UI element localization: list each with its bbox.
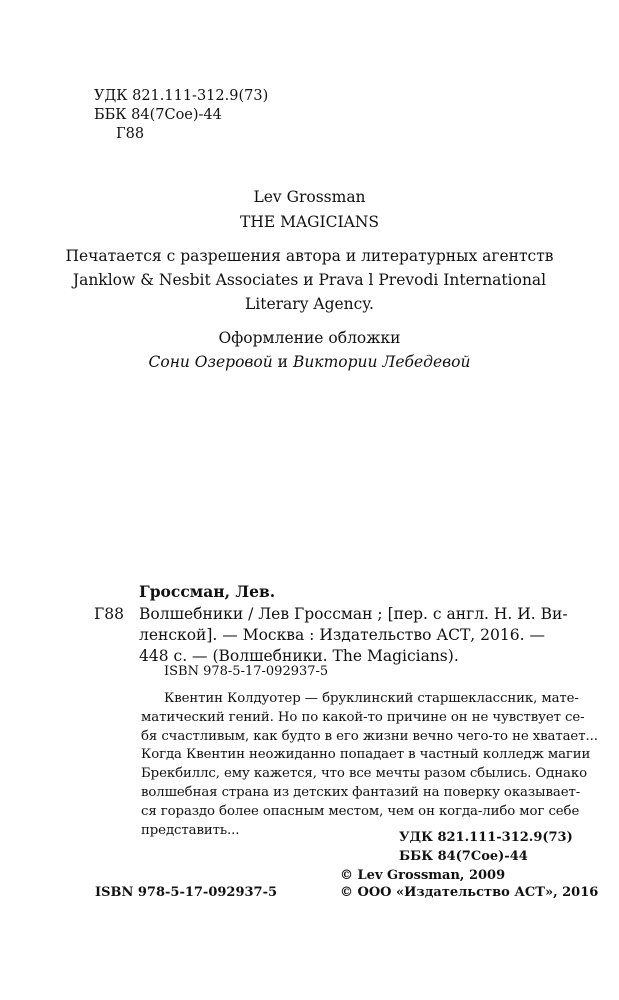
annotation-line: Когда Квентин неожиданно попадает в частный колледж магии — [141, 747, 591, 763]
copyright-publisher: © ООО «Издательство АСТ», 2016 — [340, 885, 599, 900]
catalog-description — [139, 605, 568, 665]
original-author: Lev Grossman — [253, 188, 366, 206]
cover-designer-2: Виктории Лебедевой — [292, 353, 471, 371]
catalog-isbn: ISBN 978-5-17-092937-5 — [164, 664, 329, 679]
annotation-line: представить... — [141, 822, 240, 838]
top-bbk-code: ББК 84(7Сое)-44 — [94, 107, 222, 123]
bottom-udk-code: УДК 821.111-312.9(73) — [399, 830, 573, 845]
permission-line-1: Печатается с разрешения автора и литературных агентств — [65, 247, 554, 265]
original-title: THE MAGICIANS — [239, 213, 380, 231]
catalog-line-2: ленской]. — Москва : Издательство АСТ, 2016. — — [139, 626, 545, 644]
top-udk-code: УДК 821.111-312.9(73) — [94, 88, 269, 104]
annotation-line: волшебная страна из детских фантазий на поверку оказывает- — [141, 784, 581, 800]
catalog-line-3: 448 с. — (Волшебники. The Magicians). — [139, 647, 459, 665]
catalog-author-index: Г88 — [94, 605, 124, 623]
permission-line-3: Literary Agency. — [245, 295, 374, 313]
top-author-index: Г88 — [116, 126, 145, 142]
cover-design-label: Оформление обложки — [218, 329, 401, 347]
catalog-line-1: Волшебники / Лев Гроссман ; [пер. с англ. Н. И. Ви- — [139, 605, 568, 623]
cover-designers — [0, 353, 619, 371]
cover-designers-conjunction: и — [272, 353, 293, 371]
catalog-heading: Гроссман, Лев. — [139, 582, 276, 601]
annotation-line: ся гораздо более опасным местом, чем он когда-либо мог себе — [141, 803, 580, 819]
permission-line-2: Janklow & Nesbit Associates и Prava l Prevodi International — [72, 271, 547, 289]
annotation-line: Квентин Колдуотер — бруклинский старшеклассник, мате- — [164, 691, 579, 706]
copyright-author: © Lev Grossman, 2009 — [340, 868, 506, 883]
annotation-line: матический гений. Но по какой-то причине он не чувствует се- — [141, 709, 585, 725]
cover-designer-1: Сони Озеровой — [148, 353, 273, 371]
bottom-bbk-code: ББК 84(7Сое)-44 — [399, 849, 528, 864]
annotation-line: Брекбиллс, ему кажется, что все мечты разом сбылись. Однако — [141, 766, 587, 782]
footer-isbn: ISBN 978-5-17-092937-5 — [95, 885, 278, 900]
annotation-line: бя счастливым, как будто в его жизни вечно чего-то не хватает... — [141, 728, 598, 744]
